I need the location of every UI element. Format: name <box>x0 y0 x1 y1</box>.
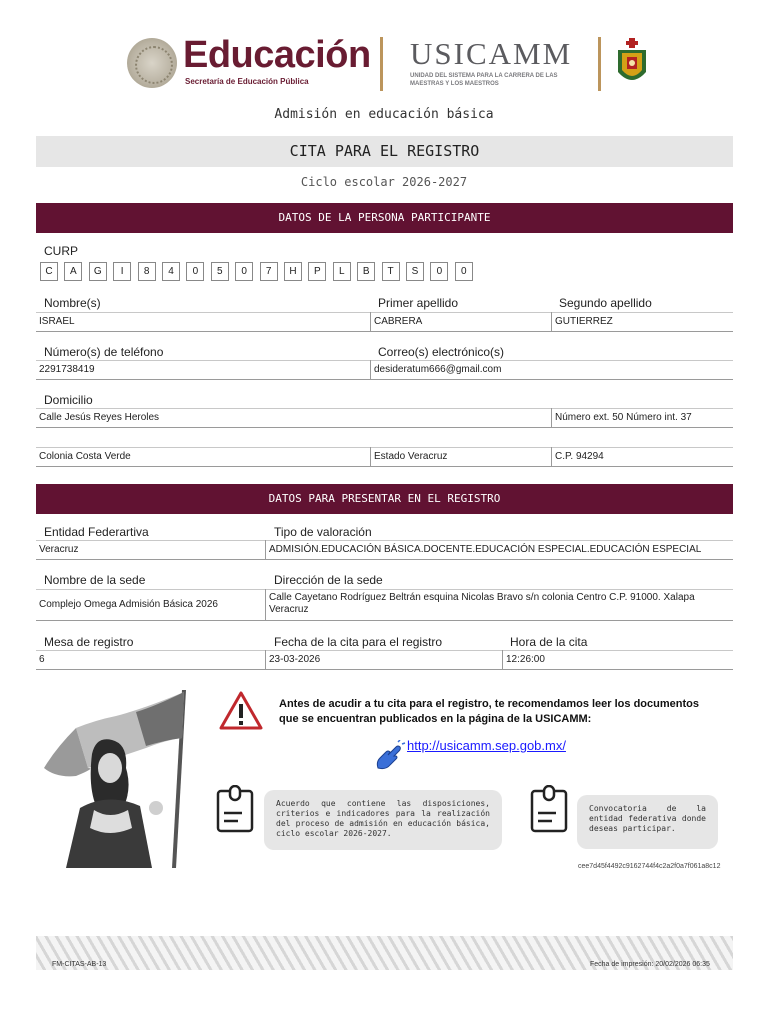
sede-field: Complejo Omega Admisión Básica 2026 <box>36 589 266 621</box>
sede-label: Nombre de la sede <box>44 573 146 587</box>
entidad-field: Veracruz <box>36 540 266 560</box>
fecha-label: Fecha de la cita para el registro <box>274 635 443 649</box>
tipo-valoracion-field: ADMISIÓN.EDUCACIÓN BÁSICA.DOCENTE.EDUCACIÓN ESPECIAL.EDUCACIÓN ESPECIAL <box>266 540 733 560</box>
curp-char-box: 0 <box>430 262 448 281</box>
usicamm-logo-subtitle: UNIDAD DEL SISTEMA PARA LA CARRERA DE LAS MAESTRAS Y LOS MAESTROS <box>410 73 558 87</box>
section-participante-header: DATOS DE LA PERSONA PARTICIPANTE <box>36 203 733 233</box>
segundo-apellido-field: GUTIERREZ <box>552 312 733 332</box>
print-date: Fecha de impresión: 20/02/2026 06:35 <box>590 961 710 968</box>
form-code: FM-CITAS-AB-13 <box>52 961 107 968</box>
usicamm-logo-title: USICAMM <box>410 36 573 71</box>
curp-char-box: H <box>284 262 302 281</box>
cp-field: C.P. 94294 <box>552 447 733 467</box>
acuerdo-document-card: Acuerdo que contiene las disposiciones, criterios e indicadores para la realización del proceso de admisión en educación básica, ciclo escolar 2026-2027. <box>264 790 502 850</box>
nombre-field: ISRAEL <box>36 312 371 332</box>
telefono-field: 2291738419 <box>36 360 371 380</box>
school-cycle: Ciclo escolar 2026-2027 <box>300 175 468 189</box>
usicamm-link[interactable]: http://usicamm.sep.gob.mx/ <box>407 738 566 753</box>
curp-label: CURP <box>44 244 79 258</box>
curp-char-box: S <box>406 262 424 281</box>
tipo-valoracion-label: Tipo de valoración <box>274 525 372 539</box>
curp-char-box: A <box>64 262 82 281</box>
curp-char-box: I <box>113 262 131 281</box>
education-logo-title: Educación <box>183 34 371 76</box>
header-divider <box>598 37 601 91</box>
curp-char-box: L <box>333 262 351 281</box>
document-clip-icon <box>528 785 576 837</box>
mesa-label: Mesa de registro <box>44 635 134 649</box>
header-divider <box>380 37 383 91</box>
verification-hash: cee7d45f4492c9162744f4c2a2f0a7f061a8c12 <box>578 863 721 870</box>
calle-field: Calle Jesús Reyes Heroles <box>36 408 552 428</box>
correo-field: desideratum666@gmail.com <box>371 360 733 380</box>
hora-label: Hora de la cita <box>510 635 588 649</box>
fecha-field: 23-03-2026 <box>266 650 503 670</box>
section-registro-header: DATOS PARA PRESENTAR EN EL REGISTRO <box>36 484 733 514</box>
convocatoria-document-card: Convocatoria de la entidad federativa donde deseas participar. <box>577 795 718 849</box>
curp-char-box: B <box>357 262 375 281</box>
curp-char-box: 4 <box>162 262 180 281</box>
estado-field: Estado Veracruz <box>371 447 552 467</box>
curp-char-box: 0 <box>455 262 473 281</box>
curp-char-box: P <box>308 262 326 281</box>
pointing-hand-icon <box>374 740 406 772</box>
segundo-apellido-label: Segundo apellido <box>559 296 652 310</box>
education-logo-subtitle: Secretaría de Educación Pública <box>185 77 309 86</box>
entidad-label: Entidad Federartiva <box>44 525 149 539</box>
warning-icon <box>218 690 264 732</box>
primer-apellido-label: Primer apellido <box>378 296 459 310</box>
recommendation-text: Antes de acudir a tu cita para el registro, te recomendamos leer los documentos que se encuentran publicados en la página de la USICAMM: <box>279 698 699 725</box>
direccion-label: Dirección de la sede <box>274 573 383 587</box>
nombre-label: Nombre(s) <box>44 296 101 310</box>
process-name: Admisión en educación básica <box>274 107 494 122</box>
mexico-seal-icon <box>127 38 177 88</box>
document-title: CITA PARA EL REGISTRO <box>36 136 733 167</box>
woman-with-flag-illustration <box>36 688 188 868</box>
telefono-label: Número(s) de teléfono <box>44 345 164 359</box>
curp-char-box: C <box>40 262 58 281</box>
page-header <box>0 34 768 94</box>
curp-char-box: 0 <box>186 262 204 281</box>
curp-char-box: G <box>89 262 107 281</box>
curp-char-box: T <box>382 262 400 281</box>
veracruz-crest-icon <box>615 38 649 90</box>
curp-char-box: 8 <box>138 262 156 281</box>
colonia-field: Colonia Costa Verde <box>36 447 371 467</box>
primer-apellido-field: CABRERA <box>371 312 552 332</box>
hora-field: 12:26:00 <box>503 650 733 670</box>
direccion-field: Calle Cayetano Rodríguez Beltrán esquina Nicolas Bravo s/n colonia Centro C.P. 91000. Xalapa Veracruz <box>266 589 733 621</box>
correo-label: Correo(s) electrónico(s) <box>378 345 505 359</box>
numero-field: Número ext. 50 Número int. 37 <box>552 408 733 428</box>
domicilio-label: Domicilio <box>44 393 93 407</box>
document-clip-icon <box>214 785 262 837</box>
curp-char-box: 7 <box>260 262 278 281</box>
curp-char-box: 5 <box>211 262 229 281</box>
curp-char-box: 0 <box>235 262 253 281</box>
mesa-field: 6 <box>36 650 266 670</box>
